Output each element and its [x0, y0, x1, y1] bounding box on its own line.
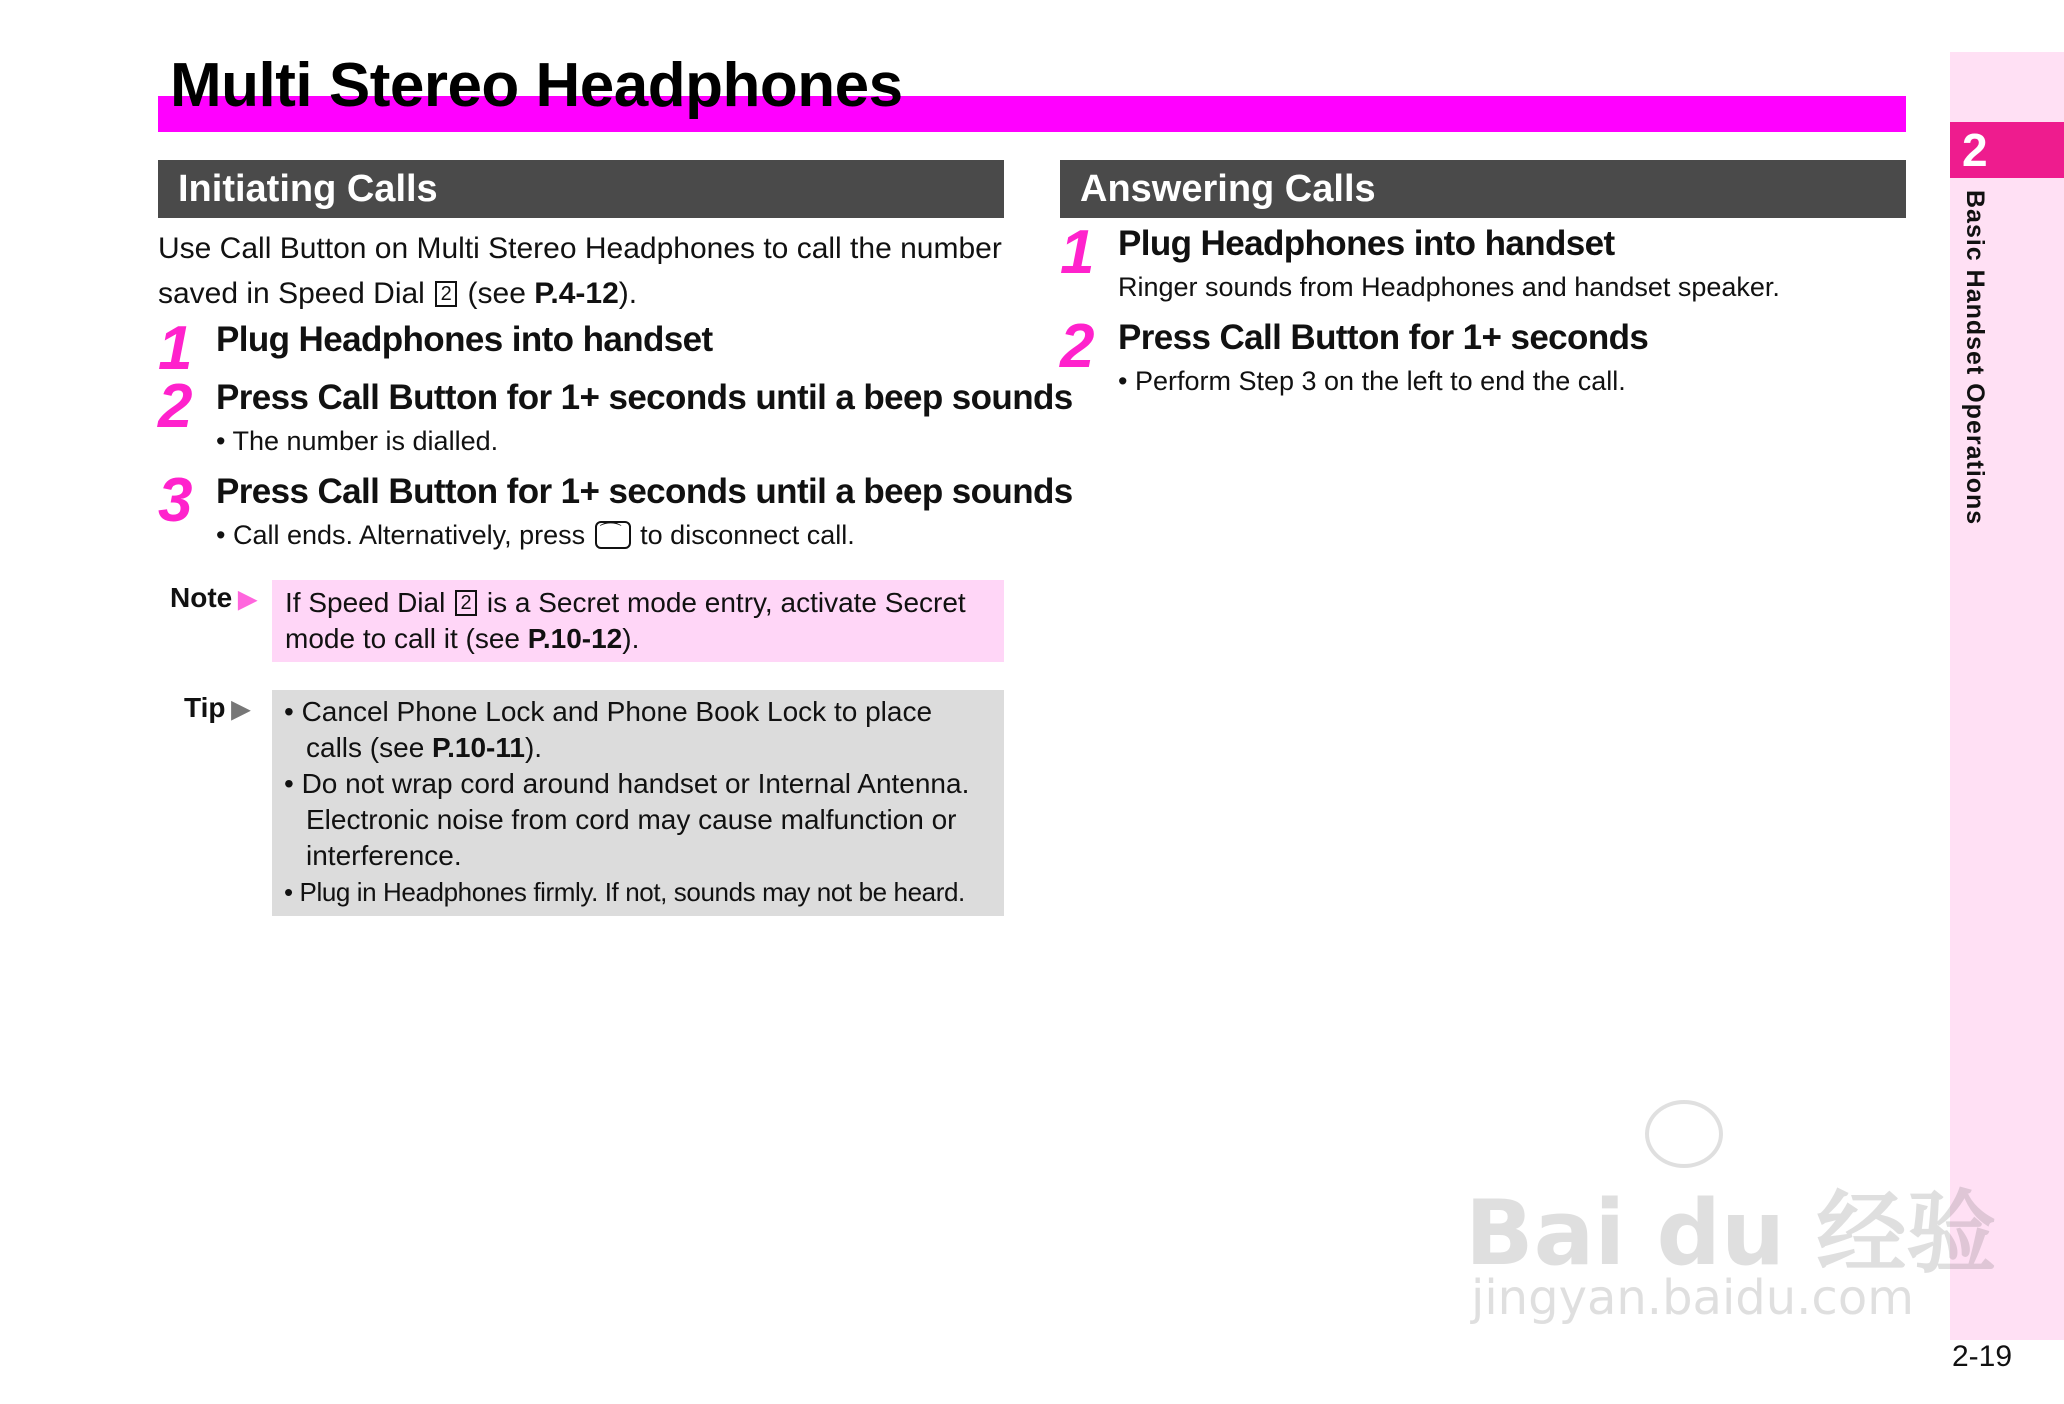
- step-detail-text: • Call ends. Alternatively, press: [216, 520, 586, 550]
- page-title-area: [158, 52, 1906, 132]
- paw-logo-icon: [1645, 1100, 1723, 1168]
- tip-label: [184, 692, 250, 724]
- note-arrow-icon: ▶: [238, 586, 257, 613]
- watermark-main-text: Bai du 经验: [1465, 1181, 1997, 1286]
- step-title: Press Call Button for 1+ seconds until a beep sounds: [216, 378, 1073, 417]
- speed-dial-key-icon: 2: [455, 590, 477, 616]
- intro-text: Use Call Button on Multi Stereo Headphones to call the number saved in Speed Dial: [158, 232, 1002, 310]
- note-text: If Speed Dial: [285, 587, 446, 618]
- end-call-key-icon: [595, 521, 631, 549]
- section-heading-initiating: Initiating Calls: [158, 160, 1004, 218]
- step-number: 3: [158, 466, 193, 535]
- intro-see-text: (see: [467, 277, 526, 310]
- step-number: 2: [1060, 312, 1095, 381]
- note-page-ref[interactable]: P.10-12: [527, 623, 623, 654]
- intro-paragraph: [158, 226, 1003, 316]
- step-title: Plug Headphones into handset: [1118, 224, 1615, 263]
- tip-page-ref[interactable]: P.10-11: [432, 732, 525, 763]
- note-close: ).: [622, 623, 640, 654]
- step-title: Press Call Button for 1+ seconds: [1118, 318, 1649, 357]
- step-number: 1: [1060, 218, 1095, 287]
- intro-page-ref[interactable]: P.4-12: [534, 277, 619, 310]
- intro-close: ).: [618, 277, 638, 310]
- note-box: [272, 580, 1004, 662]
- section-heading-answering: Answering Calls: [1060, 160, 1906, 218]
- chapter-title: Basic Handset Operations: [1961, 190, 1989, 526]
- tip-item: • Plug in Headphones firmly. If not, sounds may not be heard.: [284, 877, 965, 907]
- page-title: Multi Stereo Headphones: [170, 51, 903, 120]
- watermark-url-text: jingyan.baidu.com: [1471, 1270, 1914, 1326]
- step-number: 2: [158, 372, 193, 441]
- tip-arrow-icon: ▶: [231, 696, 250, 723]
- step-number: 1: [158, 314, 193, 383]
- speed-dial-key-icon: 2: [435, 281, 457, 307]
- step-detail: [216, 520, 855, 551]
- step-detail: • The number is dialled.: [216, 426, 499, 456]
- step-detail: • Perform Step 3 on the left to end the call.: [1118, 366, 1626, 396]
- tip-item: • Do not wrap cord around handset or Internal Antenna. Electronic noise from cord may cause malfunction or interference.: [284, 768, 970, 871]
- tip-label-text: Tip: [184, 692, 226, 723]
- note-text-2: is a Secret mode entry, activate Secret mode to call it (see: [285, 587, 966, 654]
- note-label-text: Note: [170, 582, 233, 613]
- tip-box: [272, 690, 1004, 916]
- step-title: Plug Headphones into handset: [216, 320, 713, 359]
- page-number: 2-19: [1952, 1340, 2013, 1373]
- note-label: [170, 582, 257, 614]
- chapter-number: 2: [1950, 122, 2064, 178]
- tip-item: [284, 694, 992, 766]
- tip-item-text: • Cancel Phone Lock and Phone Book Lock to place calls (see: [284, 696, 933, 763]
- tip-close: ).: [524, 732, 543, 763]
- step-title: Press Call Button for 1+ seconds until a beep sounds: [216, 472, 1073, 511]
- step-detail-text-end: to disconnect call.: [640, 520, 855, 550]
- step-detail: Ringer sounds from Headphones and handset speaker.: [1118, 272, 1780, 302]
